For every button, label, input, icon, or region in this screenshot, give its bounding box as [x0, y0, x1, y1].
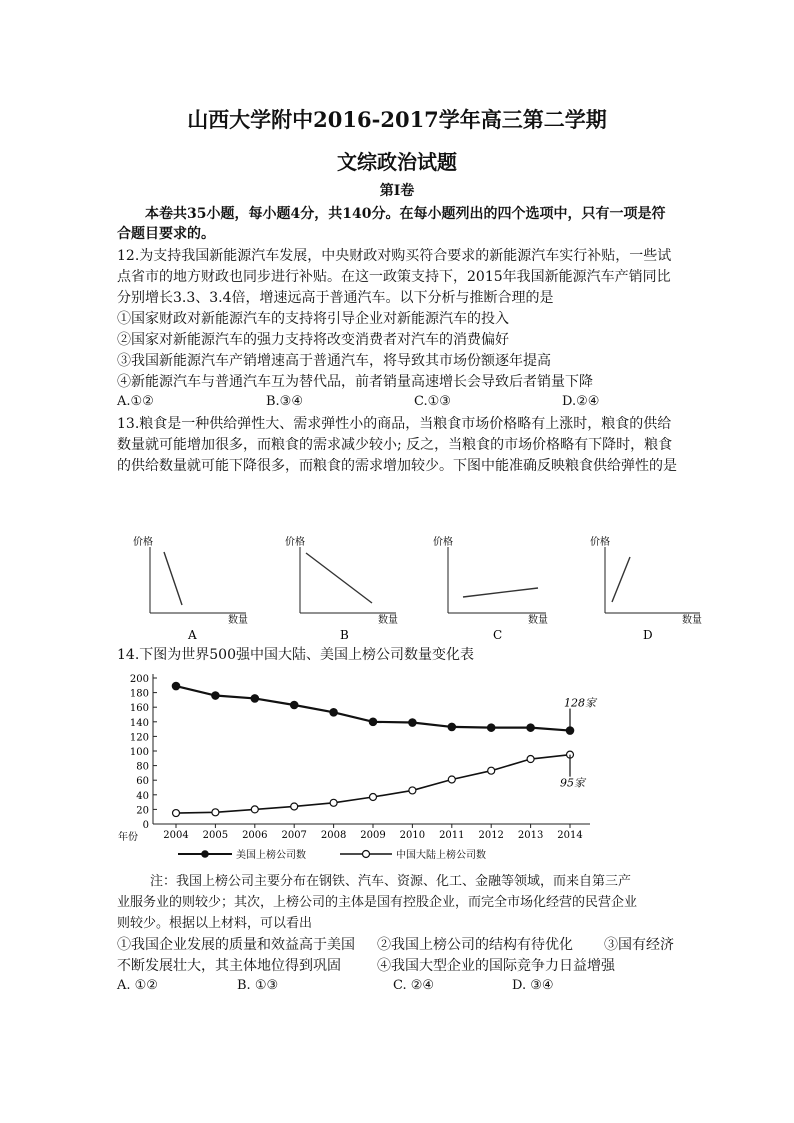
q14-statement-3-cont: 不断发展壮大，其主体地位得到巩固 [117, 958, 341, 974]
graph-d-y-label: 价格 [590, 537, 610, 548]
graph-b [285, 535, 398, 642]
chart-x-tick-label: 2012 [478, 830, 504, 841]
legend-marker-1 [201, 850, 209, 858]
instruction-line: 本卷共35小题，每小题4分，共140分。在每小题列出的四个选项中，只有一项是符 [145, 206, 666, 222]
graph-a-x-label: 数量 [228, 615, 248, 626]
chart-point [448, 723, 456, 731]
chart-x-tick-label: 2006 [242, 830, 268, 841]
page-subtitle: 文综政治试题 [337, 150, 457, 174]
chart-point [487, 724, 495, 732]
chart-point [448, 776, 455, 783]
graph-d [590, 535, 702, 642]
chart-x-tick-label: 2013 [517, 830, 544, 841]
q12-statement: ③我国新能源汽车产销增速高于普通汽车，将导致其市场份额逐年提高 [117, 353, 551, 369]
chart-x-tick-label: 2011 [439, 830, 465, 841]
q14-line-chart [0, 668, 794, 868]
graph-b-letter: B [340, 628, 349, 642]
chart-y-tick-label: 160 [129, 703, 149, 715]
chart-point [330, 709, 338, 717]
chart-y-tick-label: 0 [142, 820, 149, 831]
q14-statement-4: ④我国大型企业的国际竞争力日益增强 [377, 958, 615, 974]
q14-note-line: 业服务业的则较少；其次，上榜公司的主体是国有控股企业，而完全市场化经营的民营企业 [117, 895, 638, 910]
q14-statement-2: ②我国上榜公司的结构有待优化 [377, 937, 573, 953]
chart-x-tick-label: 2004 [163, 830, 189, 841]
q12-stem-line: 点省市的地方财政也同步进行补贴。在这一政策支持下，2015年我国新能源汽车产销同比 [117, 269, 671, 285]
chart-point [527, 756, 534, 763]
graph-b-y-label: 价格 [285, 537, 305, 548]
chart-point [369, 718, 377, 726]
chart-y-tick-label: 60 [136, 776, 149, 788]
chart-y-tick-label: 80 [136, 761, 149, 773]
chart-y-tick-label: 120 [129, 732, 149, 744]
q12-option-c: C.①③ [414, 394, 451, 409]
graph-c-x-label: 数量 [528, 615, 548, 626]
chart-point [527, 724, 535, 732]
q13-stem-line: 的供给数量就可能下降很多，而粮食的需求增加较少。下图中能准确反映粮食供给弹性的是 [117, 458, 677, 474]
graph-a [133, 535, 248, 642]
chart-annotation-label: 95家 [560, 776, 585, 790]
q12-stem-line: 12.为支持我国新能源汽车发展，中央财政对购买符合要求的新能源汽车实行补贴，一些试 [117, 248, 672, 264]
chart-point [172, 682, 180, 690]
q14-option-a: A. ①② [117, 978, 158, 993]
graph-c [433, 535, 548, 642]
page-title: 山西大学附中2016-2017学年高三第二学期 [187, 107, 607, 132]
chart-y-tick-label: 140 [129, 717, 149, 729]
chart-x-tick-label: 2009 [360, 830, 386, 841]
chart-y-tick-label: 100 [129, 747, 149, 758]
chart-point [251, 695, 259, 703]
legend-label-2: 中国大陆上榜公司数 [396, 850, 486, 861]
legend-marker-2 [363, 851, 370, 858]
q14-statement-1: ①我国企业发展的质量和效益高于美国 [117, 937, 355, 953]
graph-c-letter: C [493, 628, 503, 642]
q12-option-d: D.②④ [562, 394, 600, 409]
q14-note-line: 注：我国上榜公司主要分布在钢铁、汽车、资源、化工、金融等领域，而来自第三产 [150, 874, 632, 889]
chart-y-tick-label: 180 [129, 688, 149, 700]
chart-x-tick-label: 2010 [399, 830, 426, 841]
graph-a-y-label: 价格 [133, 537, 153, 548]
chart-y-tick-label: 200 [129, 674, 149, 685]
chart-point [291, 803, 298, 810]
chart-point [330, 799, 337, 806]
chart-point [409, 787, 416, 794]
q13-graphs [0, 525, 794, 645]
q14-option-d: D. ③④ [512, 978, 554, 993]
chart-x-tick-label: 2007 [281, 830, 307, 841]
graph-d-curve [612, 557, 630, 602]
chart-point [409, 719, 417, 727]
chart-point [251, 806, 258, 813]
chart-point [290, 701, 298, 709]
q12-statement: ①国家财政对新能源汽车的支持将引导企业对新能源汽车的投入 [117, 311, 509, 327]
graph-d-x-label: 数量 [682, 615, 702, 626]
q14-statement-3: ③国有经济 [604, 937, 674, 953]
chart-point [370, 793, 377, 800]
chart-x-tick-label: 2005 [202, 830, 229, 841]
q14-stem: 14.下图为世界500强中国大陆、美国上榜公司数量变化表 [117, 647, 474, 663]
q12-statement: ②国家对新能源汽车的强力支持将改变消费者对汽车的消费偏好 [117, 332, 509, 348]
chart-x-axis-label: 年份 [118, 832, 138, 843]
q12-option-a: A.①② [117, 394, 154, 409]
chart-point [488, 767, 495, 774]
chart-x-tick-label: 2014 [557, 830, 583, 841]
graph-b-curve [306, 553, 372, 603]
chart-point [212, 692, 220, 700]
graph-c-y-label: 价格 [433, 537, 453, 548]
q12-option-b: B.③④ [266, 394, 303, 409]
graph-c-curve [463, 588, 538, 597]
instruction-line: 合题目要求的。 [117, 226, 215, 242]
chart-y-tick-label: 20 [136, 805, 149, 817]
chart-series-line-2 [176, 755, 570, 813]
q12-statement: ④新能源汽车与普通汽车互为替代品，前者销量高速增长会导致后者销量下降 [117, 374, 593, 390]
chart-point [173, 810, 180, 817]
q13-stem-line: 13.粮食是一种供给弹性大、需求弹性小的商品，当粮食市场价格略有上涨时，粮食的供给 [117, 416, 672, 432]
chart-y-tick-label: 40 [136, 790, 149, 802]
chart-x-tick-label: 2008 [320, 830, 347, 841]
graph-a-curve [164, 552, 182, 605]
q14-option-c: C. ②④ [393, 978, 435, 993]
q14-option-b: B. ①③ [237, 978, 279, 993]
q14-note-line: 则较少。根据以上材料，可以看出 [117, 916, 313, 931]
q12-stem-line: 分别增长3.3、3.4倍，增速远高于普通汽车。以下分析与推断合理的是 [117, 290, 554, 306]
q13-stem-line: 数量就可能增加很多，而粮食的需求减少较小; 反之，当粮食的市场价格略有下降时，粮食 [117, 437, 673, 453]
legend-label-1: 美国上榜公司数 [236, 850, 306, 861]
graph-a-letter: A [188, 628, 197, 642]
section-heading: 第Ⅰ卷 [379, 183, 415, 199]
chart-point [212, 809, 219, 816]
chart-annotation-label: 128家 [564, 696, 596, 710]
graph-b-x-label: 数量 [378, 615, 398, 626]
graph-d-letter: D [643, 628, 653, 642]
